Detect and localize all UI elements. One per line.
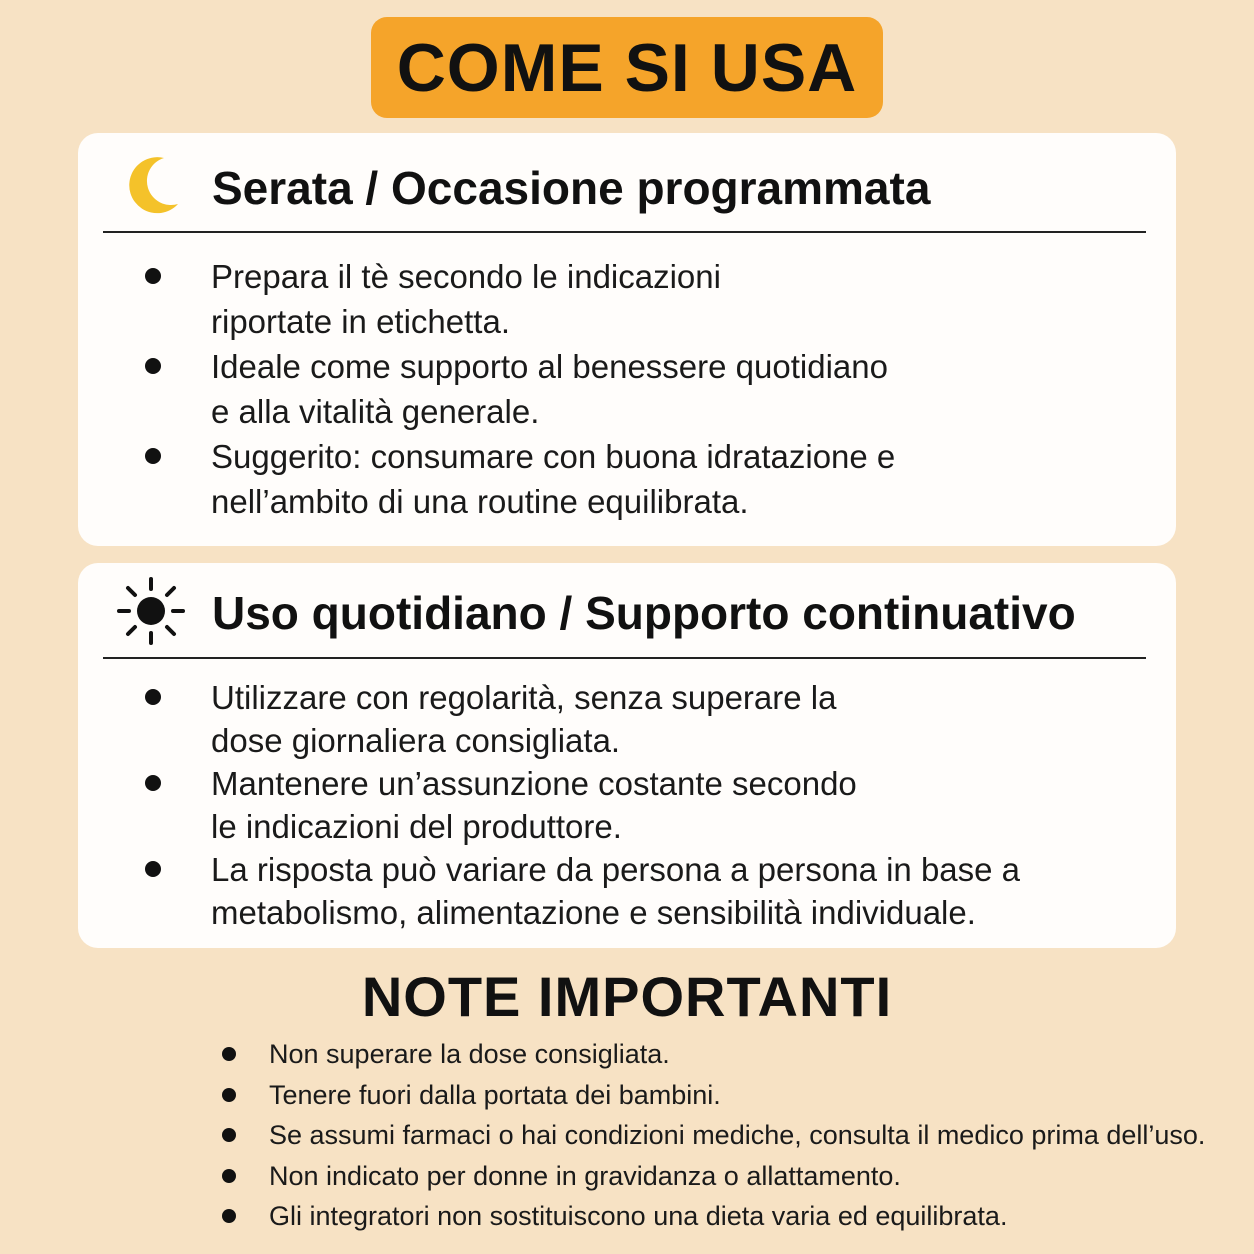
list-item — [78, 434, 1176, 524]
section-divider — [103, 657, 1146, 659]
list-item-text: Suggerito: consumare con buona idratazione e — [211, 438, 896, 475]
list-item-text: Utilizzare con regolarità, senza superare la — [211, 679, 837, 716]
bullet-dot — [145, 268, 161, 284]
list-item — [78, 848, 1176, 934]
note-item — [220, 1196, 1205, 1237]
section-header — [78, 563, 1176, 663]
list-item-text: metabolismo, alimentazione e sensibilità individuale. — [211, 894, 976, 931]
list-item — [78, 676, 1176, 762]
note-item — [220, 1034, 1205, 1075]
section-header — [78, 133, 1176, 233]
sun-icon — [116, 576, 186, 646]
section-divider — [103, 231, 1146, 233]
note-text: Non superare la dose consigliata. — [269, 1039, 670, 1069]
bullet-dot — [222, 1209, 236, 1223]
bullet-dot — [222, 1047, 236, 1061]
note-text: Gli integratori non sostituiscono una dieta varia ed equilibrata. — [269, 1201, 1008, 1231]
bullet-dot — [145, 861, 161, 877]
list-item — [78, 762, 1176, 848]
section-title: Uso quotidiano / Supporto continuativo — [212, 587, 1076, 639]
bullet-dot — [222, 1169, 236, 1183]
bullet-dot — [145, 689, 161, 705]
bullet-list — [78, 254, 1176, 524]
list-item-text: riportate in etichetta. — [211, 303, 510, 340]
note-text: Non indicato per donne in gravidanza o allattamento. — [269, 1160, 901, 1191]
section-card-evening — [78, 133, 1176, 546]
note-item — [220, 1075, 1205, 1116]
section-card-daily — [78, 563, 1176, 948]
list-item — [78, 254, 1176, 344]
list-item-text: La risposta può variare da persona a persona in base a — [211, 851, 1021, 888]
list-item-text: nell’ambito di una routine equilibrata. — [211, 483, 749, 520]
bullet-list — [78, 676, 1176, 934]
list-item-text: e alla vitalità generale. — [211, 393, 540, 430]
list-item-text: Prepara il tè secondo le indicazioni — [211, 258, 721, 295]
page-title: COME SI USA — [396, 29, 858, 106]
crescent-moon-icon — [116, 152, 186, 222]
list-item-text: dose giornaliera consigliata. — [211, 722, 621, 759]
note-item — [220, 1156, 1205, 1197]
note-text: Tenere fuori dalla portata dei bambini. — [269, 1079, 721, 1110]
note-text: Se assumi farmaci o hai condizioni mediche, consulta il medico prima dell’uso. — [269, 1120, 1206, 1150]
bullet-dot — [145, 448, 161, 464]
note-item — [220, 1115, 1205, 1156]
bullet-dot — [222, 1128, 236, 1142]
title-badge — [371, 17, 883, 118]
list-item-text: Ideale come supporto al benessere quotidiano — [211, 348, 888, 385]
bullet-dot — [145, 775, 161, 791]
bullet-dot — [145, 358, 161, 374]
section-title: Serata / Occasione programmata — [212, 162, 931, 214]
list-item — [78, 344, 1176, 434]
list-item-text: Mantenere un’assunzione costante secondo — [211, 765, 857, 802]
bullet-dot — [222, 1088, 236, 1102]
notes-title: NOTE IMPORTANTI — [361, 965, 893, 1028]
list-item-text: le indicazioni del produttore. — [211, 808, 622, 845]
notes-list — [220, 1034, 1205, 1237]
